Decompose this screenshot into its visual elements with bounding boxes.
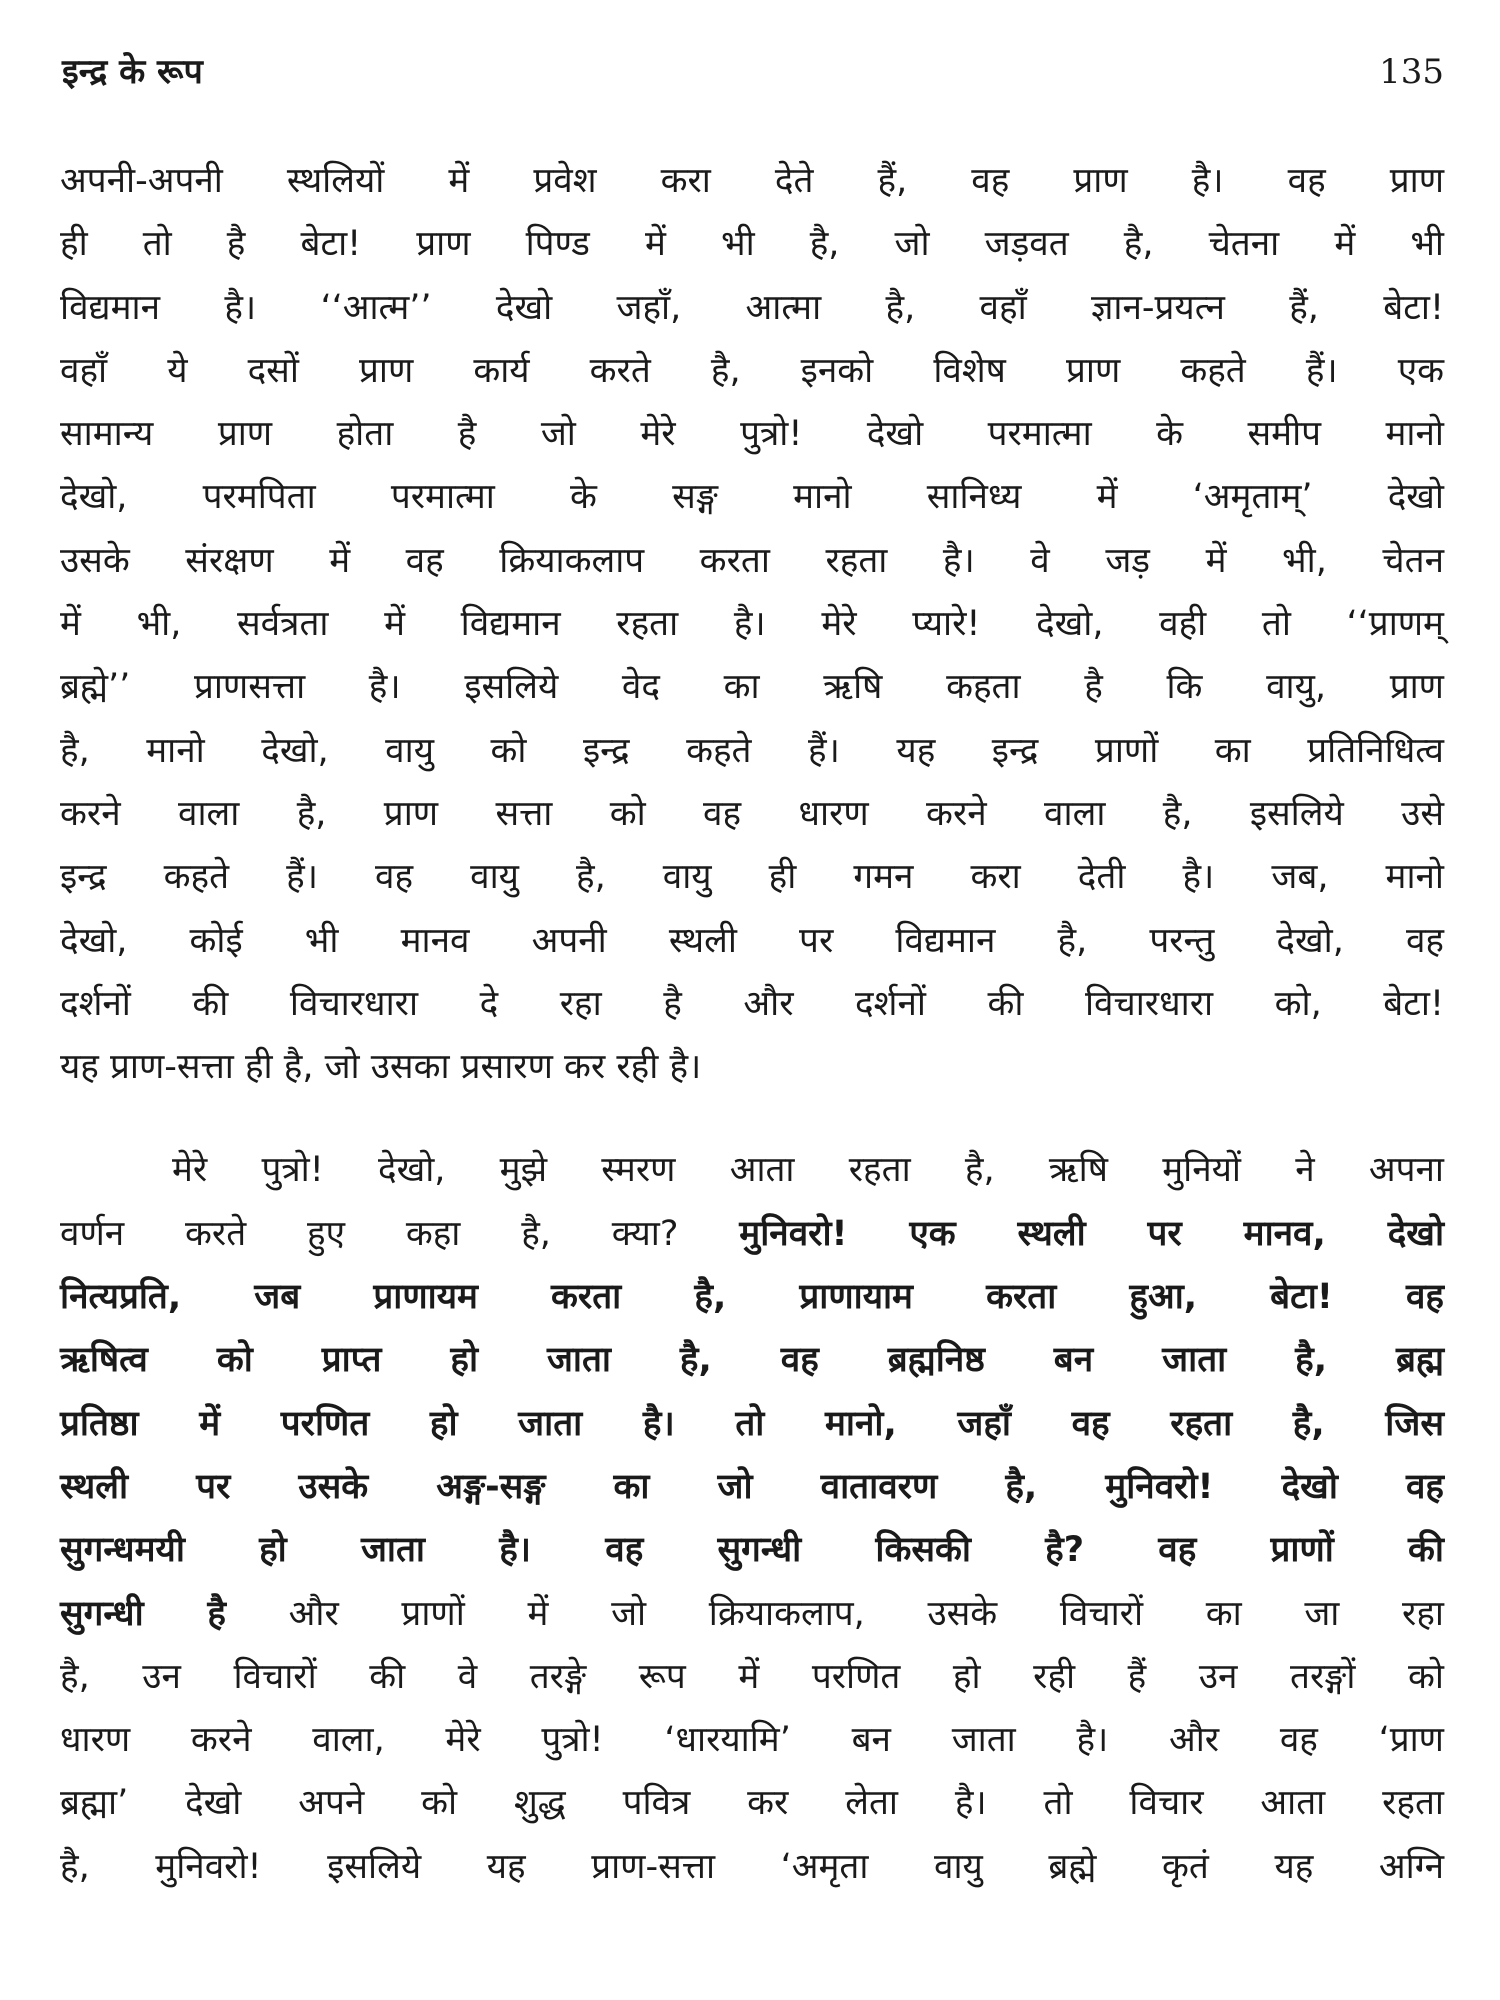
paragraph-2	[60, 1139, 1444, 1899]
text-line: अपनी-अपनी स्थलियों में प्रवेश करा देते हैं, वह प्राण है। वह प्राण	[60, 161, 1444, 201]
text-line: देखो, परमपिता परमात्मा के सङ्ग मानो सानिध्य में ‘अमृताम्’ देखो	[60, 477, 1444, 518]
text-line: देखो, कोई भी मानव अपनी स्थली पर विद्यमान है, परन्तु देखो, वह	[60, 920, 1444, 961]
text-line: ब्रह्मा’ देखो अपने को शुद्ध पवित्र कर लेता है। तो विचार आता रहता	[60, 1783, 1444, 1824]
bold-text-line: सुगन्धमयी हो जाता है। वह सुगन्धी किसकी है? वह प्राणों की	[60, 1530, 1444, 1571]
text-line	[60, 1203, 1444, 1266]
bold-text-line: नित्यप्रति, जब प्राणायम करता है, प्राणायाम करता हुआ, बेटा! वह	[60, 1277, 1444, 1318]
text-line: विद्यमान है। ‘‘आत्म’’ देखो जहाँ, आत्मा है, वहाँ ज्ञान-प्रयत्न हैं, बेटा!	[60, 287, 1444, 328]
text-line: उसके संरक्षण में वह क्रियाकलाप करता रहता है। वे जड़ में भी, चेतन	[60, 540, 1444, 581]
plain-text: और प्राणों में जो क्रियाकलाप, उसके विचारों का जा रहा	[225, 1593, 1444, 1634]
plain-text: वर्णन करते हुए कहा है, क्या?	[60, 1213, 740, 1254]
bold-text-line: प्रतिष्ठा में परणित हो जाता है। तो मानो, जहाँ वह रहता है, जिस	[60, 1403, 1444, 1444]
text-line: करने वाला है, प्राण सत्ता को वह धारण करने वाला है, इसलिये उसे	[60, 793, 1444, 834]
bold-text-line: ऋषित्व को प्राप्त हो जाता है, वह ब्रह्मनिष्ठ बन जाता है, ब्रह्म	[60, 1340, 1444, 1381]
text-line: मेरे पुत्रो! देखो, मुझे स्मरण आता रहता है, ऋषि मुनियों ने अपना	[172, 1150, 1444, 1191]
text-line: यह प्राण-सत्ता ही है, जो उसका प्रसारण कर रही है।	[60, 1047, 702, 1088]
bold-text: सुगन्धी है	[60, 1593, 226, 1634]
text-line	[60, 1583, 1444, 1646]
text-line: वहाँ ये दसों प्राण कार्य करते है, इनको विशेष प्राण कहते हैं। एक	[60, 350, 1444, 391]
text-line: सामान्य प्राण होता है जो मेरे पुत्रो! देखो परमात्मा के समीप मानो	[60, 414, 1444, 455]
text-line: इन्द्र कहते हैं। वह वायु है, वायु ही गमन करा देती है। जब, मानो	[60, 857, 1444, 898]
text-line: ही तो है बेटा! प्राण पिण्ड में भी है, जो जड़वत है, चेतना में भी	[60, 224, 1444, 265]
page-number: 135	[1379, 52, 1444, 92]
bold-text-line: स्थली पर उसके अङ्ग-सङ्ग का जो वातावरण है, मुनिवरो! देखो वह	[60, 1466, 1444, 1507]
text-line: दर्शनों की विचारधारा दे रहा है और दर्शनों की विचारधारा को, बेटा!	[60, 983, 1444, 1024]
bold-text: मुनिवरो! एक स्थली पर मानव, देखो	[739, 1213, 1445, 1254]
text-line: ब्रह्मे’’ प्राणसत्ता है। इसलिये वेद का ऋषि कहता है कि वायु, प्राण	[60, 667, 1444, 708]
running-title: इन्द्र के रूप	[62, 52, 203, 92]
text-line: है, मानो देखो, वायु को इन्द्र कहते हैं। यह इन्द्र प्राणों का प्रतिनिधित्व	[60, 730, 1444, 771]
text-line: धारण करने वाला, मेरे पुत्रो! ‘धारयामि’ बन जाता है। और वह ‘प्राण	[60, 1720, 1444, 1761]
text-line: है, मुनिवरो! इसलिये यह प्राण-सत्ता ‘अमृता वायु ब्रह्मे कृतं यह अग्नि	[60, 1846, 1444, 1887]
body-text	[60, 150, 1444, 1899]
text-line: है, उन विचारों की वे तरङ्गे रूप में परणित हो रही हैं उन तरङ्गों को	[60, 1656, 1444, 1697]
paragraph-1	[60, 150, 1444, 1099]
text-line: में भी, सर्वत्रता में विद्यमान रहता है। मेरे प्यारे! देखो, वही तो ‘‘प्राणम्	[60, 604, 1444, 645]
